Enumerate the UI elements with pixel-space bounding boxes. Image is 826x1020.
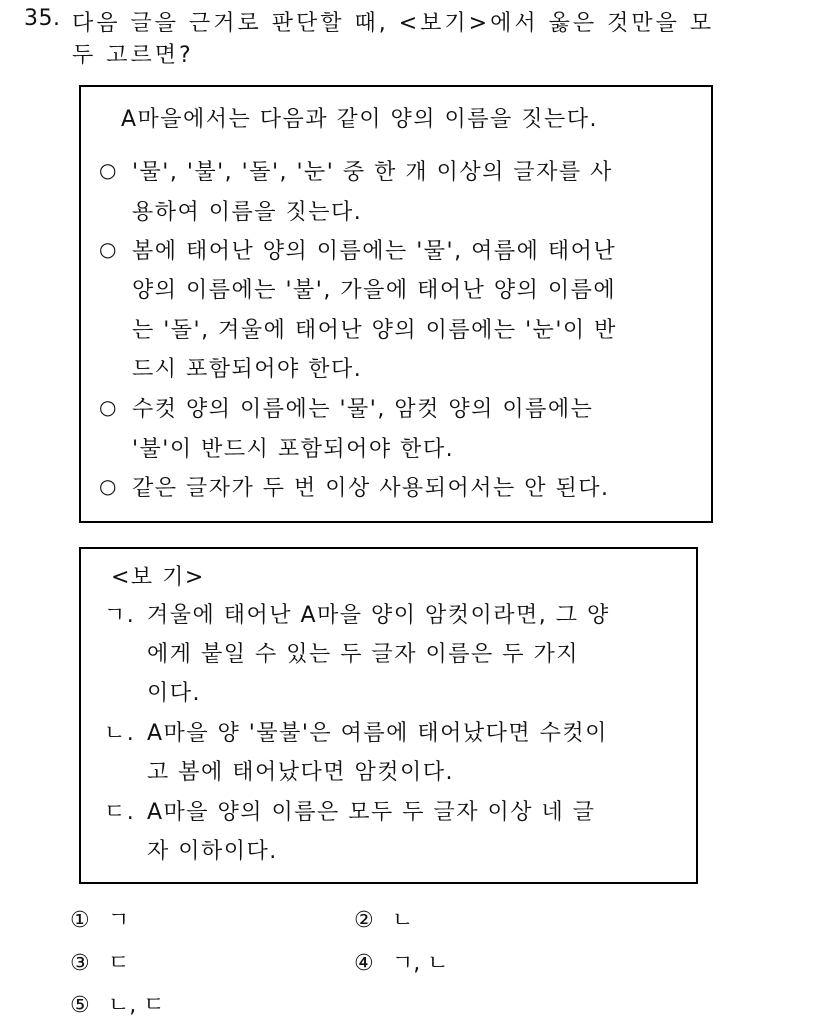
choice-5-label: ㄴ, ㄷ	[108, 993, 165, 1018]
rule-1-line-1: '물', '불', '돌', '눈' 중 한 개 이상의 글자를 사	[132, 160, 613, 185]
choice-2-number: ②	[354, 908, 374, 933]
rule-4-line-1: 같은 글자가 두 번 이상 사용되어서는 안 된다.	[132, 476, 610, 501]
choice-5-number: ⑤	[70, 993, 90, 1018]
rule-2-line-2: 양의 이름에는 '불', 가을에 태어난 양의 이름에	[132, 278, 617, 303]
choice-4[interactable]	[354, 946, 449, 977]
choice-1-number: ①	[70, 908, 90, 933]
bullet-circle-icon: ○	[99, 237, 117, 261]
rule-2-line-4: 드시 포함되어야 한다.	[132, 357, 363, 382]
bogi-item-1-line-3: 이다.	[147, 681, 201, 706]
choice-2-label: ㄴ	[392, 908, 414, 933]
choice-3-label: ㄷ	[108, 951, 130, 976]
choice-5[interactable]	[70, 988, 165, 1019]
question-number: 35.	[24, 6, 61, 31]
bogi-marker-nieun: ㄴ.	[104, 721, 136, 746]
choice-3-number: ③	[70, 951, 90, 976]
bogi-marker-digeut: ㄷ.	[104, 800, 136, 825]
bogi-item-2-line-1: A마을 양 '물불'은 여름에 태어났다면 수컷이	[147, 721, 608, 746]
rule-1-line-2: 용하여 이름을 짓는다.	[132, 200, 363, 225]
rule-3-line-1: 수컷 양의 이름에는 '물', 암컷 양의 이름에는	[132, 397, 594, 422]
bogi-header: <보 기>	[111, 565, 205, 590]
question-text-line1: 다음 글을 근거로 판단할 때, <보기>에서 옳은 것만을 모	[72, 11, 715, 36]
rule-2-line-3: 는 '돌', 겨울에 태어난 양의 이름에는 '눈'이 반	[132, 318, 617, 343]
rule-3-line-2: '불'이 반드시 포함되어야 한다.	[132, 437, 455, 462]
choice-4-number: ④	[354, 951, 374, 976]
passage-title: A마을에서는 다음과 같이 양의 이름을 짓는다.	[121, 107, 599, 132]
bogi-item-3-line-2: 자 이하이다.	[147, 839, 278, 864]
bullet-circle-icon: ○	[99, 395, 117, 419]
choice-1-label: ㄱ	[108, 908, 130, 933]
choice-4-label: ㄱ, ㄴ	[392, 951, 449, 976]
choice-2[interactable]	[354, 903, 413, 934]
bogi-item-1-line-2: 에게 붙일 수 있는 두 글자 이름은 두 가지	[147, 642, 579, 667]
bogi-marker-giyeok: ㄱ.	[104, 603, 136, 628]
choice-1[interactable]	[70, 903, 129, 934]
choice-3[interactable]	[70, 946, 129, 977]
rule-2-line-1: 봄에 태어난 양의 이름에는 '물', 여름에 태어난	[132, 239, 617, 264]
bogi-item-2-line-2: 고 봄에 태어났다면 암컷이다.	[147, 760, 454, 785]
bogi-item-1-line-1: 겨울에 태어난 A마을 양이 암컷이라면, 그 양	[147, 603, 610, 628]
bullet-circle-icon: ○	[99, 474, 117, 498]
question-text-line2: 두 고르면?	[72, 43, 194, 68]
bogi-item-3-line-1: A마을 양의 이름은 모두 두 글자 이상 네 글	[147, 800, 596, 825]
bullet-circle-icon: ○	[99, 158, 117, 182]
